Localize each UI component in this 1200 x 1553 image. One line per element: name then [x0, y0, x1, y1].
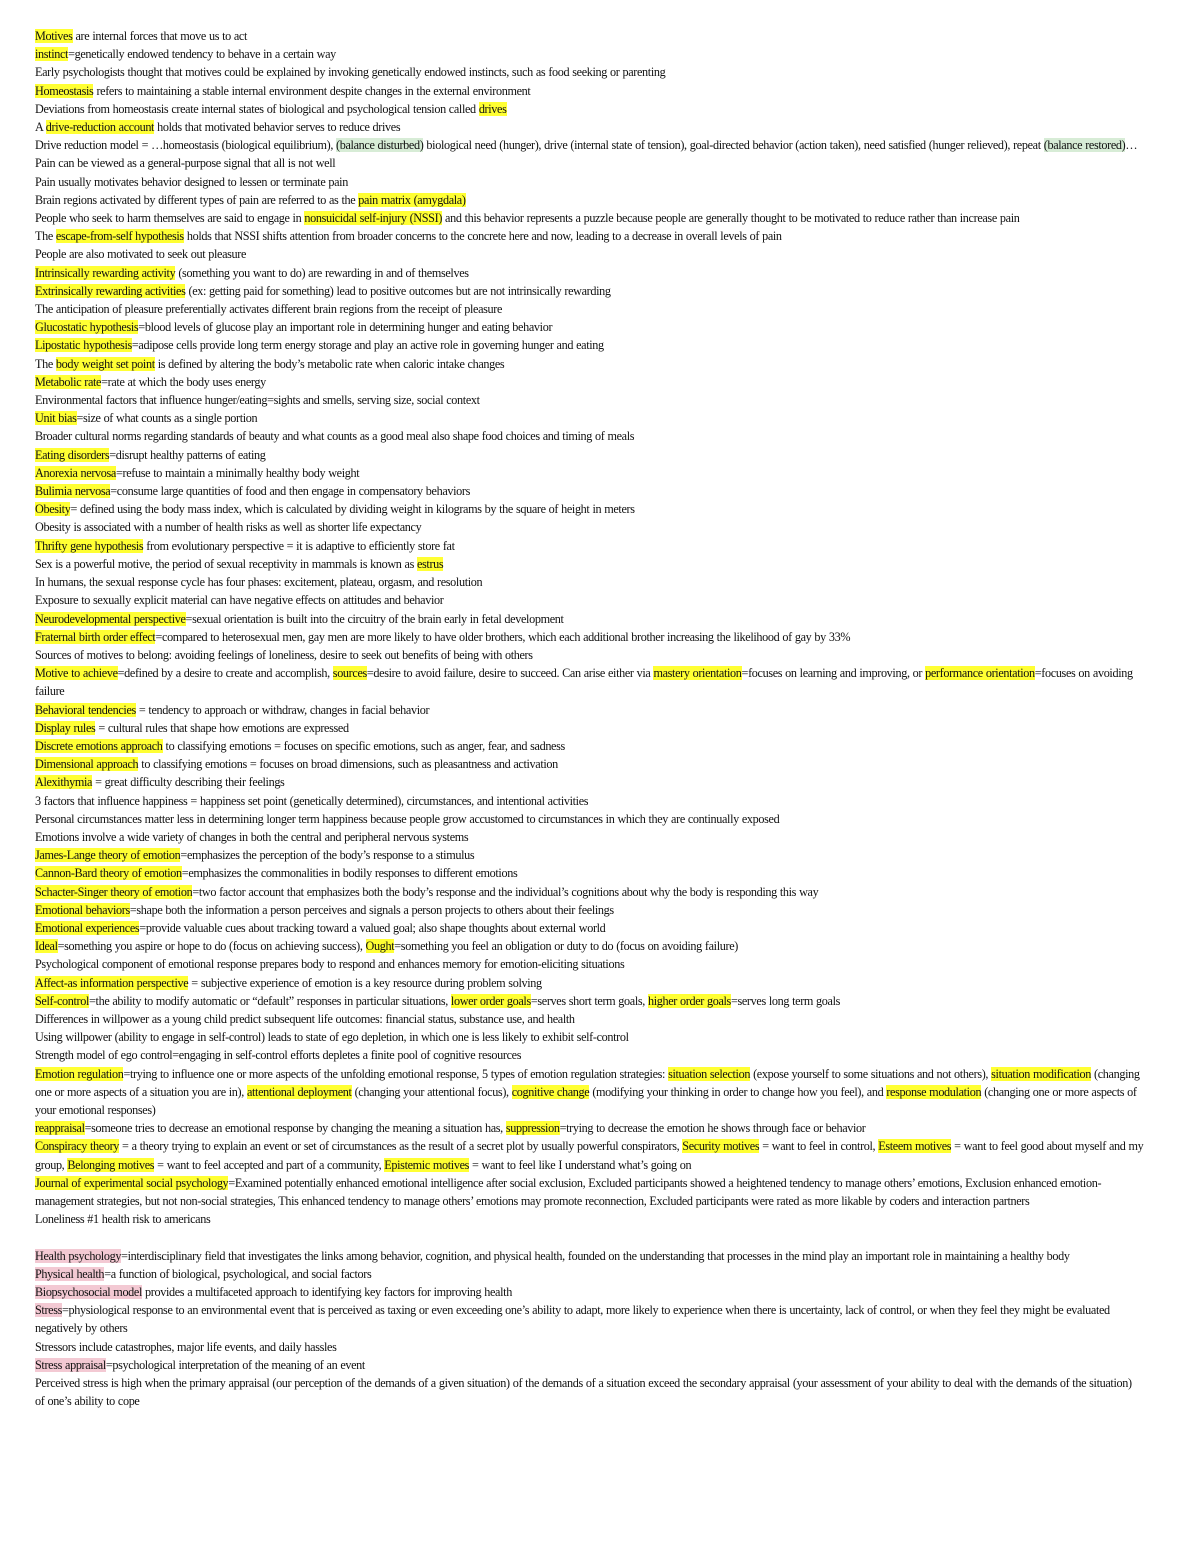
note-text: =something you aspire or hope to do (focus on achieving success), [57, 939, 366, 954]
note-line [35, 628, 1144, 646]
note-line [35, 464, 1144, 482]
note-text: =desire to avoid failure, desire to succeed. Can arise either via [366, 666, 654, 681]
note-text: =refuse to maintain a minimally healthy body weight [116, 465, 360, 480]
highlighted-term: Extrinsically rewarding activities [35, 283, 186, 298]
note-text: =shape both the information a person perceives and signals a person projects to others about their feelings [129, 902, 614, 917]
highlighted-term: (balance restored) [1043, 138, 1126, 153]
highlighted-term: Conspiracy theory [35, 1139, 120, 1154]
note-line [35, 518, 1144, 536]
note-line [35, 1174, 1144, 1210]
note-text: to classifying emotions = focuses on specific emotions, such as anger, fear, and sadness [162, 738, 565, 753]
note-text: (changing your attentional focus), [351, 1084, 512, 1099]
note-text: Strength model of ego control=engaging in self-control efforts depletes a finite pool of cognitive resources [35, 1048, 522, 1063]
note-line [35, 100, 1144, 118]
highlighted-term: Neurodevelopmental perspective [35, 611, 186, 626]
note-line [35, 154, 1144, 172]
note-line [35, 282, 1144, 300]
note-text: Stressors include catastrophes, major life events, and daily hassles [35, 1339, 337, 1354]
note-text: = subjective experience of emotion is a key resource during problem solving [188, 975, 542, 990]
note-text: In humans, the sexual response cycle has four phases: excitement, plateau, orgasm, and resolution [35, 575, 483, 590]
highlighted-term: lower order goals [450, 993, 531, 1008]
note-line [35, 792, 1144, 810]
note-line [35, 318, 1144, 336]
note-text: =provide valuable cues about tracking toward a valued goal; also shape thoughts about external world [139, 920, 606, 935]
highlighted-term: situation modification [991, 1066, 1092, 1081]
note-text: =a function of biological, psychological, and social factors [104, 1266, 372, 1281]
note-line [35, 1338, 1144, 1356]
note-text: Obesity is associated with a number of health risks as well as shorter life expectancy [35, 520, 422, 535]
note-line [35, 1283, 1144, 1301]
note-text: =trying to influence one or more aspects of the unfolding emotional response, 5 types of emotion regulation strategies: [123, 1066, 669, 1081]
note-text: Loneliness #1 health risk to americans [35, 1212, 211, 1227]
note-text: are internal forces that move us to act [72, 29, 248, 43]
note-text: The anticipation of pleasure preferentially activates different brain regions from the receipt of pleasure [35, 302, 503, 317]
note-line [35, 118, 1144, 136]
highlighted-term: Motives [35, 29, 73, 43]
note-text: (something you want to do) are rewarding in and of themselves [175, 265, 469, 280]
note-line [35, 573, 1144, 591]
highlighted-term: Journal of experimental social psychology [35, 1175, 229, 1190]
note-text: Sources of motives to belong: avoiding feelings of loneliness, desire to seek out benefits of being with others [35, 647, 533, 662]
note-text: The [35, 229, 56, 244]
note-text: =interdisciplinary field that investigates the links among behavior, cognition, and physical health, founded on the understanding that processes in the mind play an important role in maintaining a healthy body [121, 1248, 1070, 1263]
note-text: Early psychologists thought that motives could be explained by invoking genetically endowed instincts, such as food seeking or parenting [35, 65, 666, 80]
note-text: =blood levels of glucose play an important role in determining hunger and eating behavior [138, 320, 553, 335]
highlighted-term: Behavioral tendencies [35, 702, 136, 717]
highlighted-term: Emotional experiences [35, 920, 140, 935]
highlighted-term: reappraisal [35, 1121, 85, 1136]
highlighted-term: mastery orientation [653, 666, 742, 681]
note-line [35, 755, 1144, 773]
highlighted-term: Affect-as information perspective [35, 975, 189, 990]
note-text: The [35, 356, 56, 371]
note-line [35, 173, 1144, 191]
highlighted-term: drives [478, 101, 507, 116]
highlighted-term: Display rules [35, 720, 96, 735]
highlighted-term: Health psychology [35, 1248, 122, 1263]
highlighted-term: drive-reduction account [45, 120, 155, 135]
highlighted-term: Homeostasis [35, 83, 94, 98]
note-line [35, 955, 1144, 973]
note-line [35, 446, 1144, 464]
highlighted-term: Bulimia nervosa [35, 484, 111, 499]
note-text: = want to feel good about myself and my group, [35, 1139, 1144, 1172]
highlighted-term: Emotion regulation [35, 1066, 124, 1081]
note-line [35, 664, 1144, 700]
note-text: =focuses on learning and improving, or [741, 666, 926, 681]
note-text: =compared to heterosexual men, gay men are more likely to have older brothers, which each additional brother increasing the likelihood of gay by 33% [155, 629, 851, 644]
highlighted-term: suppression [505, 1121, 560, 1136]
note-text: provides a multifaceted approach to identifying key factors for improving health [142, 1285, 512, 1299]
note-line [35, 810, 1144, 828]
note-text: = want to feel like I understand what’s going on [469, 1157, 692, 1172]
note-line [35, 1374, 1144, 1410]
note-text: Pain usually motivates behavior designed to lessen or terminate pain [35, 174, 348, 189]
highlighted-term: escape-from-self hypothesis [55, 229, 184, 244]
note-text: Pain can be viewed as a general-purpose signal that all is not well [35, 156, 336, 171]
highlighted-term: instinct [35, 47, 69, 62]
note-text: =consume large quantities of food and then engage in compensatory behaviors [110, 484, 471, 499]
note-text: A [35, 120, 46, 135]
note-line [35, 45, 1144, 63]
highlighted-term: Intrinsically rewarding activity [35, 265, 176, 280]
highlighted-term: Belonging motives [67, 1157, 155, 1172]
note-line [35, 500, 1144, 518]
note-text: (changing one or more aspects of your emotional responses) [35, 1084, 1137, 1117]
note-line [35, 227, 1144, 245]
highlighted-term: Thrifty gene hypothesis [35, 538, 144, 553]
note-text: = want to feel accepted and part of a community, [154, 1157, 385, 1172]
note-text: =size of what counts as a single portion [76, 411, 258, 426]
note-text: to classifying emotions = focuses on broad dimensions, such as pleasantness and activation [138, 757, 558, 772]
highlighted-term: nonsuicidal self-injury (NSSI) [304, 211, 443, 226]
note-line [35, 919, 1144, 937]
note-line [35, 300, 1144, 318]
note-text: (modifying your thinking in order to change how you feel), and [589, 1084, 887, 1099]
note-line [35, 537, 1144, 555]
note-line [35, 1210, 1144, 1228]
note-text: =trying to decrease the emotion he shows through face or behavior [559, 1121, 866, 1136]
note-text: Exposure to sexually explicit material can have negative effects on attitudes and behavior [35, 593, 444, 608]
note-text: =emphasizes the perception of the body’s response to a stimulus [180, 848, 475, 863]
note-text: Deviations from homeostasis create internal states of biological and psychological tension called [35, 101, 479, 116]
note-text: =psychological interpretation of the meaning of an event [105, 1357, 365, 1372]
note-line [35, 719, 1144, 737]
note-text: Drive reduction model = …homeostasis (biological equilibrium), [35, 138, 337, 153]
note-text: = tendency to approach or withdraw, changes in facial behavior [135, 702, 430, 717]
note-line [35, 1356, 1144, 1374]
highlighted-term: body weight set point [55, 356, 155, 371]
note-line [35, 555, 1144, 573]
note-text: (ex: getting paid for something) lead to positive outcomes but are not intrinsically rewarding [185, 283, 611, 298]
note-text: from evolutionary perspective = it is adaptive to efficiently store fat [143, 538, 455, 553]
highlighted-term: Discrete emotions approach [35, 738, 163, 753]
highlighted-term: situation selection [668, 1066, 751, 1081]
highlighted-term: Schacter-Singer theory of emotion [35, 884, 193, 899]
note-text: =two factor account that emphasizes both the body’s response and the individual’s cognitions about why the body is responding this way [192, 884, 819, 899]
note-text: =focuses on avoiding failure [35, 666, 1133, 699]
highlighted-term: Self-control [35, 993, 90, 1008]
note-text: = cultural rules that shape how emotions are expressed [95, 720, 349, 735]
note-line [35, 1247, 1144, 1265]
note-text: =the ability to modify automatic or “default” responses in particular situations, [89, 993, 451, 1008]
highlighted-term: higher order goals [647, 993, 731, 1008]
note-line [35, 1028, 1144, 1046]
highlighted-term: Dimensional approach [35, 757, 139, 772]
note-text: = want to feel in control, [759, 1139, 879, 1154]
note-line [35, 482, 1144, 500]
highlighted-term: Eating disorders [35, 447, 110, 462]
note-line [35, 773, 1144, 791]
note-line [35, 701, 1144, 719]
note-text: =serves short term goals, [530, 993, 648, 1008]
note-text: refers to maintaining a stable internal environment despite changes in the external environment [93, 83, 531, 98]
note-text: =serves long term goals [730, 993, 841, 1008]
note-line [35, 427, 1144, 445]
note-line [35, 828, 1144, 846]
highlighted-term: Ought [365, 939, 395, 954]
note-line [35, 336, 1144, 354]
note-line [35, 974, 1144, 992]
note-text: =genetically endowed tendency to behave in a certain way [68, 47, 336, 62]
note-text: Emotions involve a wide variety of changes in both the central and peripheral nervous systems [35, 829, 469, 844]
note-text: biological need (hunger), drive (internal state of tension), goal-directed behavior (action taken), need satisfied (hunger relieved), repeat [423, 138, 1044, 153]
note-line [35, 264, 1144, 282]
highlighted-term: attentional deployment [246, 1084, 352, 1099]
note-line [35, 1137, 1144, 1173]
note-line [35, 82, 1144, 100]
highlighted-term: Biopsychosocial model [35, 1285, 143, 1299]
note-text: Environmental factors that influence hunger/eating=sights and smells, serving size, social context [35, 393, 480, 408]
note-line [35, 846, 1144, 864]
note-line [35, 209, 1144, 227]
note-text: and this behavior represents a puzzle because people are generally thought to be motivated to reduce rather than increase pain [442, 211, 1020, 226]
highlighted-term: Physical health [35, 1266, 105, 1281]
note-text: =adipose cells provide long term energy storage and play an active role in governing hunger and eating [131, 338, 604, 353]
note-text: =defined by a desire to create and accomplish, [117, 666, 333, 681]
note-text: =something you feel an obligation or duty to do (focus on avoiding failure) [394, 939, 738, 954]
note-line [35, 883, 1144, 901]
note-line [35, 646, 1144, 664]
highlighted-term: James-Lange theory of emotion [35, 848, 181, 863]
note-text: 3 factors that influence happiness = happiness set point (genetically determined), circumstances, and intentional activities [35, 793, 589, 808]
highlighted-term: Motive to achieve [35, 666, 118, 681]
note-text: People are also motivated to seek out pleasure [35, 247, 247, 262]
note-line [35, 937, 1144, 955]
note-text: … [1125, 138, 1138, 153]
note-text: People who seek to harm themselves are said to engage in [35, 211, 305, 226]
highlighted-term: cognitive change [511, 1084, 590, 1099]
note-line [35, 992, 1144, 1010]
note-text: =emphasizes the commonalities in bodily responses to different emotions [181, 866, 518, 881]
highlighted-term: estrus [416, 556, 444, 571]
note-line [35, 1119, 1144, 1137]
note-text: Differences in willpower as a young child predict subsequent life outcomes: financial status, substance use, and health [35, 1011, 575, 1026]
note-line [35, 901, 1144, 919]
note-text: (expose yourself to some situations and not others), [750, 1066, 992, 1081]
note-text: Psychological component of emotional response prepares body to respond and enhances memory for emotion-eliciting situations [35, 957, 625, 972]
note-line [35, 373, 1144, 391]
note-text: = a theory trying to explain an event or set of circumstances as the result of a secret plot by usually powerful conspirators, [119, 1139, 683, 1154]
highlighted-term: Metabolic rate [35, 374, 102, 389]
highlighted-term: Alexithymia [35, 775, 93, 790]
note-line [35, 1065, 1144, 1120]
note-line [35, 1265, 1144, 1283]
note-text: Perceived stress is high when the primary appraisal (our perception of the demands of a given situation) of the demands of a situation exceed the secondary appraisal (your assessment of your ability to deal with the demands of the situation) of one’s ability to cope [35, 1376, 1132, 1409]
note-line [35, 27, 1144, 45]
note-line [35, 245, 1144, 263]
highlighted-term: Obesity [35, 502, 71, 517]
note-line [35, 409, 1144, 427]
highlighted-term: Ideal [35, 939, 58, 954]
highlighted-term: sources [332, 666, 367, 681]
note-text: =Examined potentially enhanced emotional intelligence after social exclusion, Excluded participants showed a heightened tendency to manage others’ emotions, Exclusion enhanced emotion-management strategies, but not non-social strategies, This enhanced tendency to manage others’ emotions may promote reconnection, Excluded participants were rated as more likable by coders and interaction partners [35, 1175, 1102, 1208]
highlighted-term: Security motives [682, 1139, 760, 1154]
note-text: holds that motivated behavior serves to reduce drives [154, 120, 401, 135]
blank-line [35, 1228, 1144, 1246]
highlighted-term: Emotional behaviors [35, 902, 130, 917]
note-text: Broader cultural norms regarding standards of beauty and what counts as a good meal also shape food choices and timing of meals [35, 429, 635, 444]
highlighted-term: performance orientation [925, 666, 1035, 681]
highlighted-term: Fraternal birth order effect [35, 629, 156, 644]
note-text: =sexual orientation is built into the circuitry of the brain early in fetal development [185, 611, 564, 626]
highlighted-term: Epistemic motives [384, 1157, 470, 1172]
note-line [35, 591, 1144, 609]
highlighted-term: Stress [35, 1303, 63, 1318]
note-line [35, 136, 1144, 154]
note-text: = great difficulty describing their feelings [92, 775, 285, 790]
note-text: =physiological response to an environmental event that is perceived as taxing or even exceeding one’s ability to adapt, more likely to experience when there is uncertainty, lack of control, or when they feel they might be evaluated negatively by others [35, 1303, 1110, 1336]
note-text: Personal circumstances matter less in determining longer term happiness because people grow accustomed to circumstances in which they are continually exposed [35, 811, 780, 826]
note-text: (changing one or more aspects of a situation you are in), [35, 1066, 1140, 1099]
note-line [35, 610, 1144, 628]
highlighted-term: Anorexia nervosa [35, 465, 116, 480]
highlighted-term: Cannon-Bard theory of emotion [35, 866, 182, 881]
note-line [35, 864, 1144, 882]
highlighted-term: pain matrix (amygdala) [358, 192, 466, 207]
note-text: Sex is a powerful motive, the period of sexual receptivity in mammals is known as [35, 556, 417, 571]
note-text: = defined using the body mass index, which is calculated by dividing weight in kilograms by the square of height in meters [70, 502, 635, 517]
highlighted-term: Esteem motives [878, 1139, 952, 1154]
note-line [35, 1010, 1144, 1028]
note-text: is defined by altering the body’s metabolic rate when caloric intake changes [154, 356, 505, 371]
note-line [35, 191, 1144, 209]
note-text: =someone tries to decrease an emotional response by changing the meaning a situation has, [84, 1121, 506, 1136]
note-line [35, 63, 1144, 81]
note-text: Using willpower (ability to engage in self-control) leads to state of ego depletion, in which one is less likely to exhibit self-control [35, 1030, 629, 1045]
highlighted-term: Unit bias [35, 411, 77, 426]
note-text: Brain regions activated by different types of pain are referred to as the [35, 192, 359, 207]
note-line [35, 355, 1144, 373]
highlighted-term: Stress appraisal [35, 1357, 106, 1372]
note-line [35, 1046, 1144, 1064]
note-line [35, 737, 1144, 755]
highlighted-term: (balance disturbed) [336, 138, 424, 153]
note-line [35, 391, 1144, 409]
highlighted-term: Glucostatic hypothesis [35, 320, 139, 335]
highlighted-term: Lipostatic hypothesis [35, 338, 132, 353]
note-text: =disrupt healthy patterns of eating [109, 447, 266, 462]
highlighted-term: response modulation [886, 1084, 982, 1099]
note-text: holds that NSSI shifts attention from broader concerns to the concrete here and now, leading to a decrease in overall levels of pain [183, 229, 782, 244]
note-line [35, 1301, 1144, 1337]
note-text: =rate at which the body uses energy [101, 374, 266, 389]
